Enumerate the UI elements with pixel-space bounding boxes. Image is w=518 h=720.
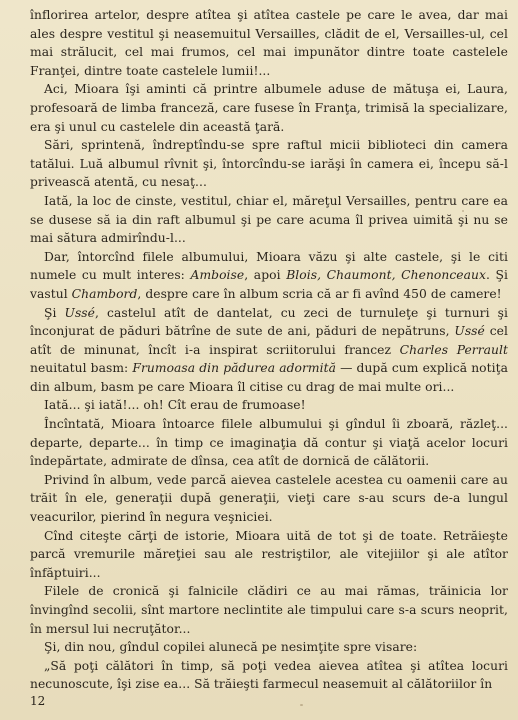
page-number: 12 (30, 694, 46, 708)
paper-speck (462, 210, 464, 212)
paragraph-13: „Să poţi călători în timp, să poţi vedea aievea atîtea şi atîtea locuri necunoscute, îşi zise ea... Să trăieşti farmecul neasemuit al călătoriilor în (30, 658, 508, 692)
paragraph-2: Aci, Mioara îşi aminti că printre albumele aduse de mătuşa ei, Laura, profesoară de limba franceză, care fusese în Franţa, trimisă la specializare, era şi unul cu castelele din această ţară. (30, 82, 508, 134)
paragraph-10: Cînd citeşte cărţi de istorie, Mioara uită de tot şi de toate. Retrăieşte parcă vremurile măreţiei sau ale restriştilor, ale vitejiilor şi ale atîtor înfăptuiri... (30, 528, 508, 580)
paragraph-1: înflorirea artelor, despre atîtea şi atîtea castele pe care le avea, dar mai ales despre vestitul şi neasemuitul Versailles, clădit de el, Versailles-ul, cel mai strălucit, cel mai frumos, cel mai impunător dintre toate castelele Franţei, dintre toate castelele lumii!... (30, 8, 508, 78)
italic-term: Charles Perrault (399, 342, 508, 357)
paragraph-12: Şi, din nou, gîndul copilei alunecă pe nesimţite spre visare: (44, 640, 418, 655)
paragraph-11: Filele de cronică şi falnicile clădiri ce au mai rămas, trăinicia lor învingînd secolii, sînt martore neclintite ale timpului care s-a scurs neoprit, în mersul lui necruţător... (30, 584, 508, 636)
paragraph-8: Încîntată, Mioara întoarce filele albumului şi gîndul îi zboară, răzleţ... departe, departe... în timp ce imaginaţia dă contur şi viaţă acelor locuri îndepărtate, admirate de dînsa, cea atît de dornică de călătorii. (30, 417, 508, 469)
italic-term: Amboise (190, 268, 245, 283)
paper-speck (120, 660, 122, 662)
paragraph-3: Sări, sprintenă, îndreptîndu-se spre raftul micii biblioteci din camera tatălui. Luă albumul rîvnit şi, întorcîndu-se iarăşi în camera ei, începu să-l privească atentă, cu nesaţ... (30, 138, 508, 190)
italic-term: Frumoasa din pădurea adormită (132, 361, 336, 376)
paragraph-6: Şi Ussé, castelul atît de dantelat, cu zeci de turnuleţe şi turnuri şi înconjurat de păduri bătrîne de sute de ani, păduri de nepătruns, Ussé cel atît de minunat, încît i-a inspirat scriitorului francez Charles Perrault neuitatul basm: Frumoasa din pădurea adormită — după cum explică notiţa din album, basm pe care Mioara îl citise cu drag de mai multe ori... (30, 305, 508, 394)
body-text (30, 6, 508, 694)
paper-speck (300, 704, 303, 706)
italic-term: Chambord (71, 286, 138, 301)
italic-term: Ussé (64, 305, 95, 320)
italic-term: Ussé (454, 324, 485, 339)
paragraph-7: Iată... şi iată!... oh! Cît erau de frumoase! (44, 398, 306, 413)
paragraph-4: Iată, la loc de cinste, vestitul, chiar el, măreţul Versailles, pentru care ea se dusese să ia din raft albumul şi pe care acuma îl privea uimită şi nu se mai sătura admirîndu-l... (30, 193, 508, 246)
italic-term: Blois, Chaumont, Chenonceaux (286, 268, 486, 283)
paragraph-5: Dar, întorcînd filele albumului, Mioara văzu şi alte castele, şi le citi numele cu mult interes: Amboise, apoi Blois, Chaumont, Chenonceaux. Şi vastul Chambord, despre care în album scria că ar fi avînd 450 de camere! (30, 249, 508, 301)
paragraph-9: Privind în album, vede parcă aievea castelele acestea cu oamenii care au trăit în ele, generaţii după generaţii, vieţi care s-au scurs de-a lungul veacurilor, pierind în negura veşniciei. (30, 472, 508, 525)
